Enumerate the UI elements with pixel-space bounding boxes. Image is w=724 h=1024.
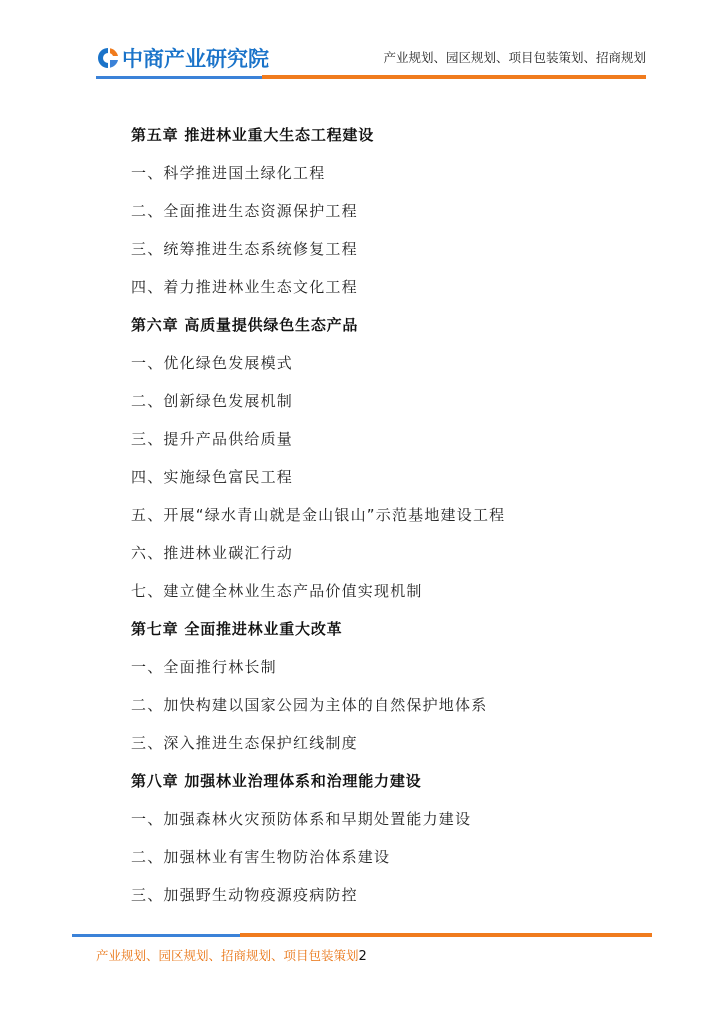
section-item: 二、加强林业有害生物防治体系建设 <box>131 848 391 866</box>
header-tagline: 产业规划、园区规划、项目包装策划、招商规划 <box>383 50 646 65</box>
footer-rule-orange <box>240 933 652 937</box>
section-item: 二、加快构建以国家公园为主体的自然保护地体系 <box>131 696 488 714</box>
header-rule-orange <box>262 75 646 79</box>
section-item: 五、开展“绿水青山就是金山银山”示范基地建设工程 <box>131 506 506 524</box>
section-item: 四、着力推进林业生态文化工程 <box>131 278 358 296</box>
section-item: 三、统筹推进生态系统修复工程 <box>131 240 358 258</box>
section-item: 二、全面推进生态资源保护工程 <box>131 202 358 220</box>
section-item: 三、深入推进生态保护红线制度 <box>131 734 358 752</box>
section-item: 一、科学推进国土绿化工程 <box>131 164 326 182</box>
page-number: 2 <box>358 949 367 964</box>
chapter-heading: 第六章 高质量提供绿色生态产品 <box>131 316 359 334</box>
section-item: 一、加强森林火灾预防体系和早期处置能力建设 <box>131 810 472 828</box>
footer-text: 产业规划、园区规划、招商规划、项目包装策划 <box>96 948 359 963</box>
company-logo-icon <box>96 46 120 70</box>
chapter-heading: 第八章 加强林业治理体系和治理能力建设 <box>131 772 422 790</box>
company-logo-text: 中商产业研究院 <box>122 47 269 71</box>
footer <box>96 946 367 964</box>
section-item: 三、加强野生动物疫源疫病防控 <box>131 886 358 904</box>
section-item: 七、建立健全林业生态产品价值实现机制 <box>131 582 423 600</box>
chapter-heading: 第五章 推进林业重大生态工程建设 <box>131 126 375 144</box>
section-item: 六、推进林业碳汇行动 <box>131 544 294 562</box>
section-item: 一、优化绿色发展模式 <box>131 354 294 372</box>
section-item: 三、提升产品供给质量 <box>131 430 294 448</box>
footer-rule-blue <box>72 934 240 937</box>
section-item: 四、实施绿色富民工程 <box>131 468 294 486</box>
company-logo <box>96 44 269 72</box>
section-item: 二、创新绿色发展机制 <box>131 392 294 410</box>
chapter-heading: 第七章 全面推进林业重大改革 <box>131 620 343 638</box>
header-rule-blue <box>96 76 262 79</box>
section-item: 一、全面推行林长制 <box>131 658 277 676</box>
